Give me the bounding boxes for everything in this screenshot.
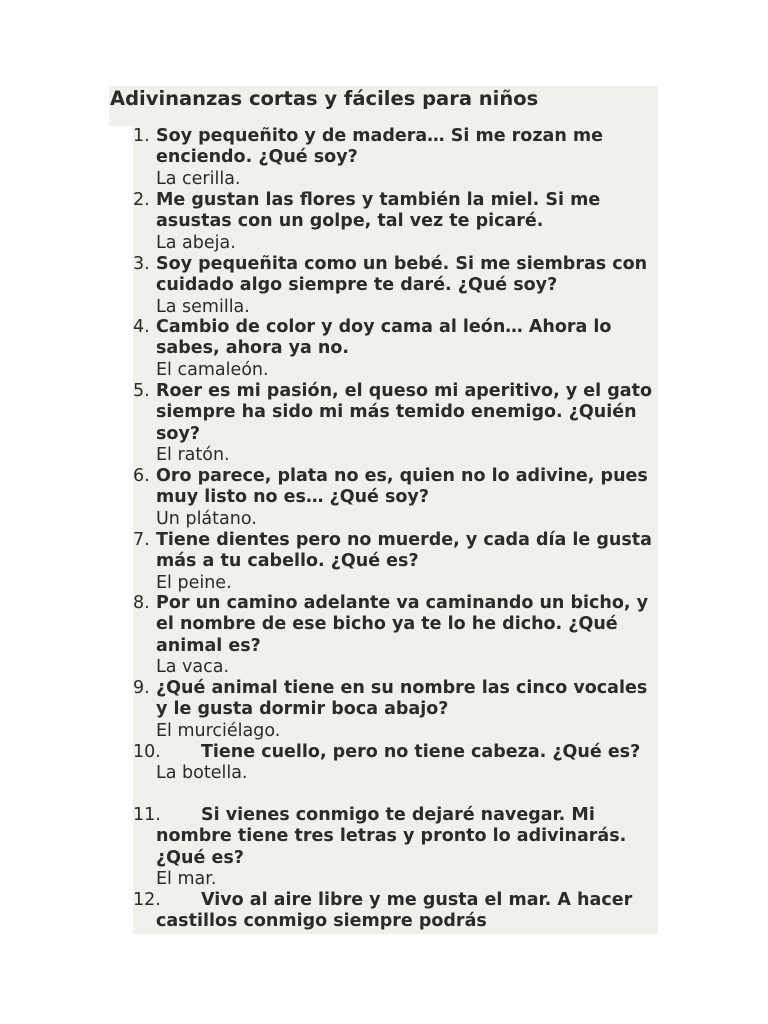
riddle-question: Soy pequeñita como un bebé. Si me siembras con cuidado algo siempre te daré. ¿Qué soy? [156, 254, 648, 296]
riddle-question: Por un camino adelante va caminando un bicho, y el nombre de ese bicho ya te lo he dicho. ¿Qué animal es? [156, 593, 648, 656]
riddle-question: Soy pequeñito y de madera… Si me rozan me enciendo. ¿Qué soy? [156, 126, 603, 168]
riddle-question: Cambio de color y doy cama al león… Ahora lo sabes, ahora ya no. [156, 317, 612, 359]
riddle-number: 4. [133, 317, 150, 337]
riddle-question: Me gustan las flores y también la miel. Si me asustas con un golpe, tal vez te picaré. [156, 190, 601, 232]
riddle-answer: El peine. [156, 572, 232, 593]
riddle-number: 2. [133, 190, 150, 210]
riddle-list-panel [133, 126, 658, 934]
riddle-item-2 [133, 190, 658, 254]
riddle-item-1 [133, 126, 658, 190]
riddle-item-12 [133, 890, 658, 933]
riddle-number: 10. [133, 742, 161, 762]
riddle-question: ¿Qué animal tiene en su nombre las cinco vocales y le gusta dormir boca abajo? [156, 678, 648, 720]
riddle-question: Roer es mi pasión, el queso mi aperitivo, y el gato siempre ha sido mi más temido enemigo. ¿Quién soy? [156, 381, 652, 444]
riddle-answer: El ratón. [156, 444, 230, 465]
riddle-question: Oro parece, plata no es, quien no lo adivine, pues muy listo no es… ¿Qué soy? [156, 466, 648, 508]
riddle-number: 3. [133, 254, 150, 274]
riddle-question-text: Vivo al aire libre y me gusta el mar. A hacer castillos conmigo siempre podrás [156, 890, 633, 932]
riddle-item-9 [133, 678, 658, 742]
riddle-answer: La abeja. [156, 232, 236, 253]
riddle-answer: La vaca. [156, 656, 230, 677]
riddle-item-7 [133, 530, 658, 594]
riddle-answer: La botella. [156, 763, 248, 784]
riddle-answer: El murciélago. [156, 720, 281, 741]
riddle-answer: El camaleón. [156, 359, 269, 380]
riddle-number: 12. [133, 890, 161, 910]
riddle-number: 7. [133, 530, 150, 550]
riddle-number: 1. [133, 126, 150, 146]
riddle-answer: El mar. [156, 868, 217, 889]
riddle-number: 5. [133, 381, 150, 401]
riddle-question [156, 742, 658, 763]
riddle-item-10 [133, 742, 658, 785]
riddle-number: 8. [133, 593, 150, 613]
riddle-item-3 [133, 254, 658, 318]
riddle-answer: La semilla. [156, 296, 250, 317]
riddle-number: 11. [133, 805, 161, 825]
riddle-question-text: Si vienes conmigo te dejaré navegar. Mi nombre tiene tres letras y pronto lo adivinarás. ¿Qué es? [156, 805, 627, 868]
riddle-answer: Un plátano. [156, 508, 257, 529]
riddle-item-8 [133, 593, 658, 678]
riddle-question [156, 805, 658, 869]
riddle-question [156, 890, 658, 933]
riddle-number: 6. [133, 466, 150, 486]
riddle-question-text: Tiene cuello, pero no tiene cabeza. ¿Qué es? [201, 742, 641, 762]
riddle-item-6 [133, 466, 658, 530]
riddle-item-5 [133, 381, 658, 466]
riddle-item-4 [133, 317, 658, 381]
riddle-item-11 [133, 805, 658, 890]
riddle-number: 9. [133, 678, 150, 698]
riddle-answer: La cerilla. [156, 168, 241, 189]
document-title: Adivinanzas cortas y fáciles para niños [110, 87, 539, 110]
riddle-question: Tiene dientes pero no muerde, y cada día le gusta más a tu cabello. ¿Qué es? [156, 530, 652, 572]
